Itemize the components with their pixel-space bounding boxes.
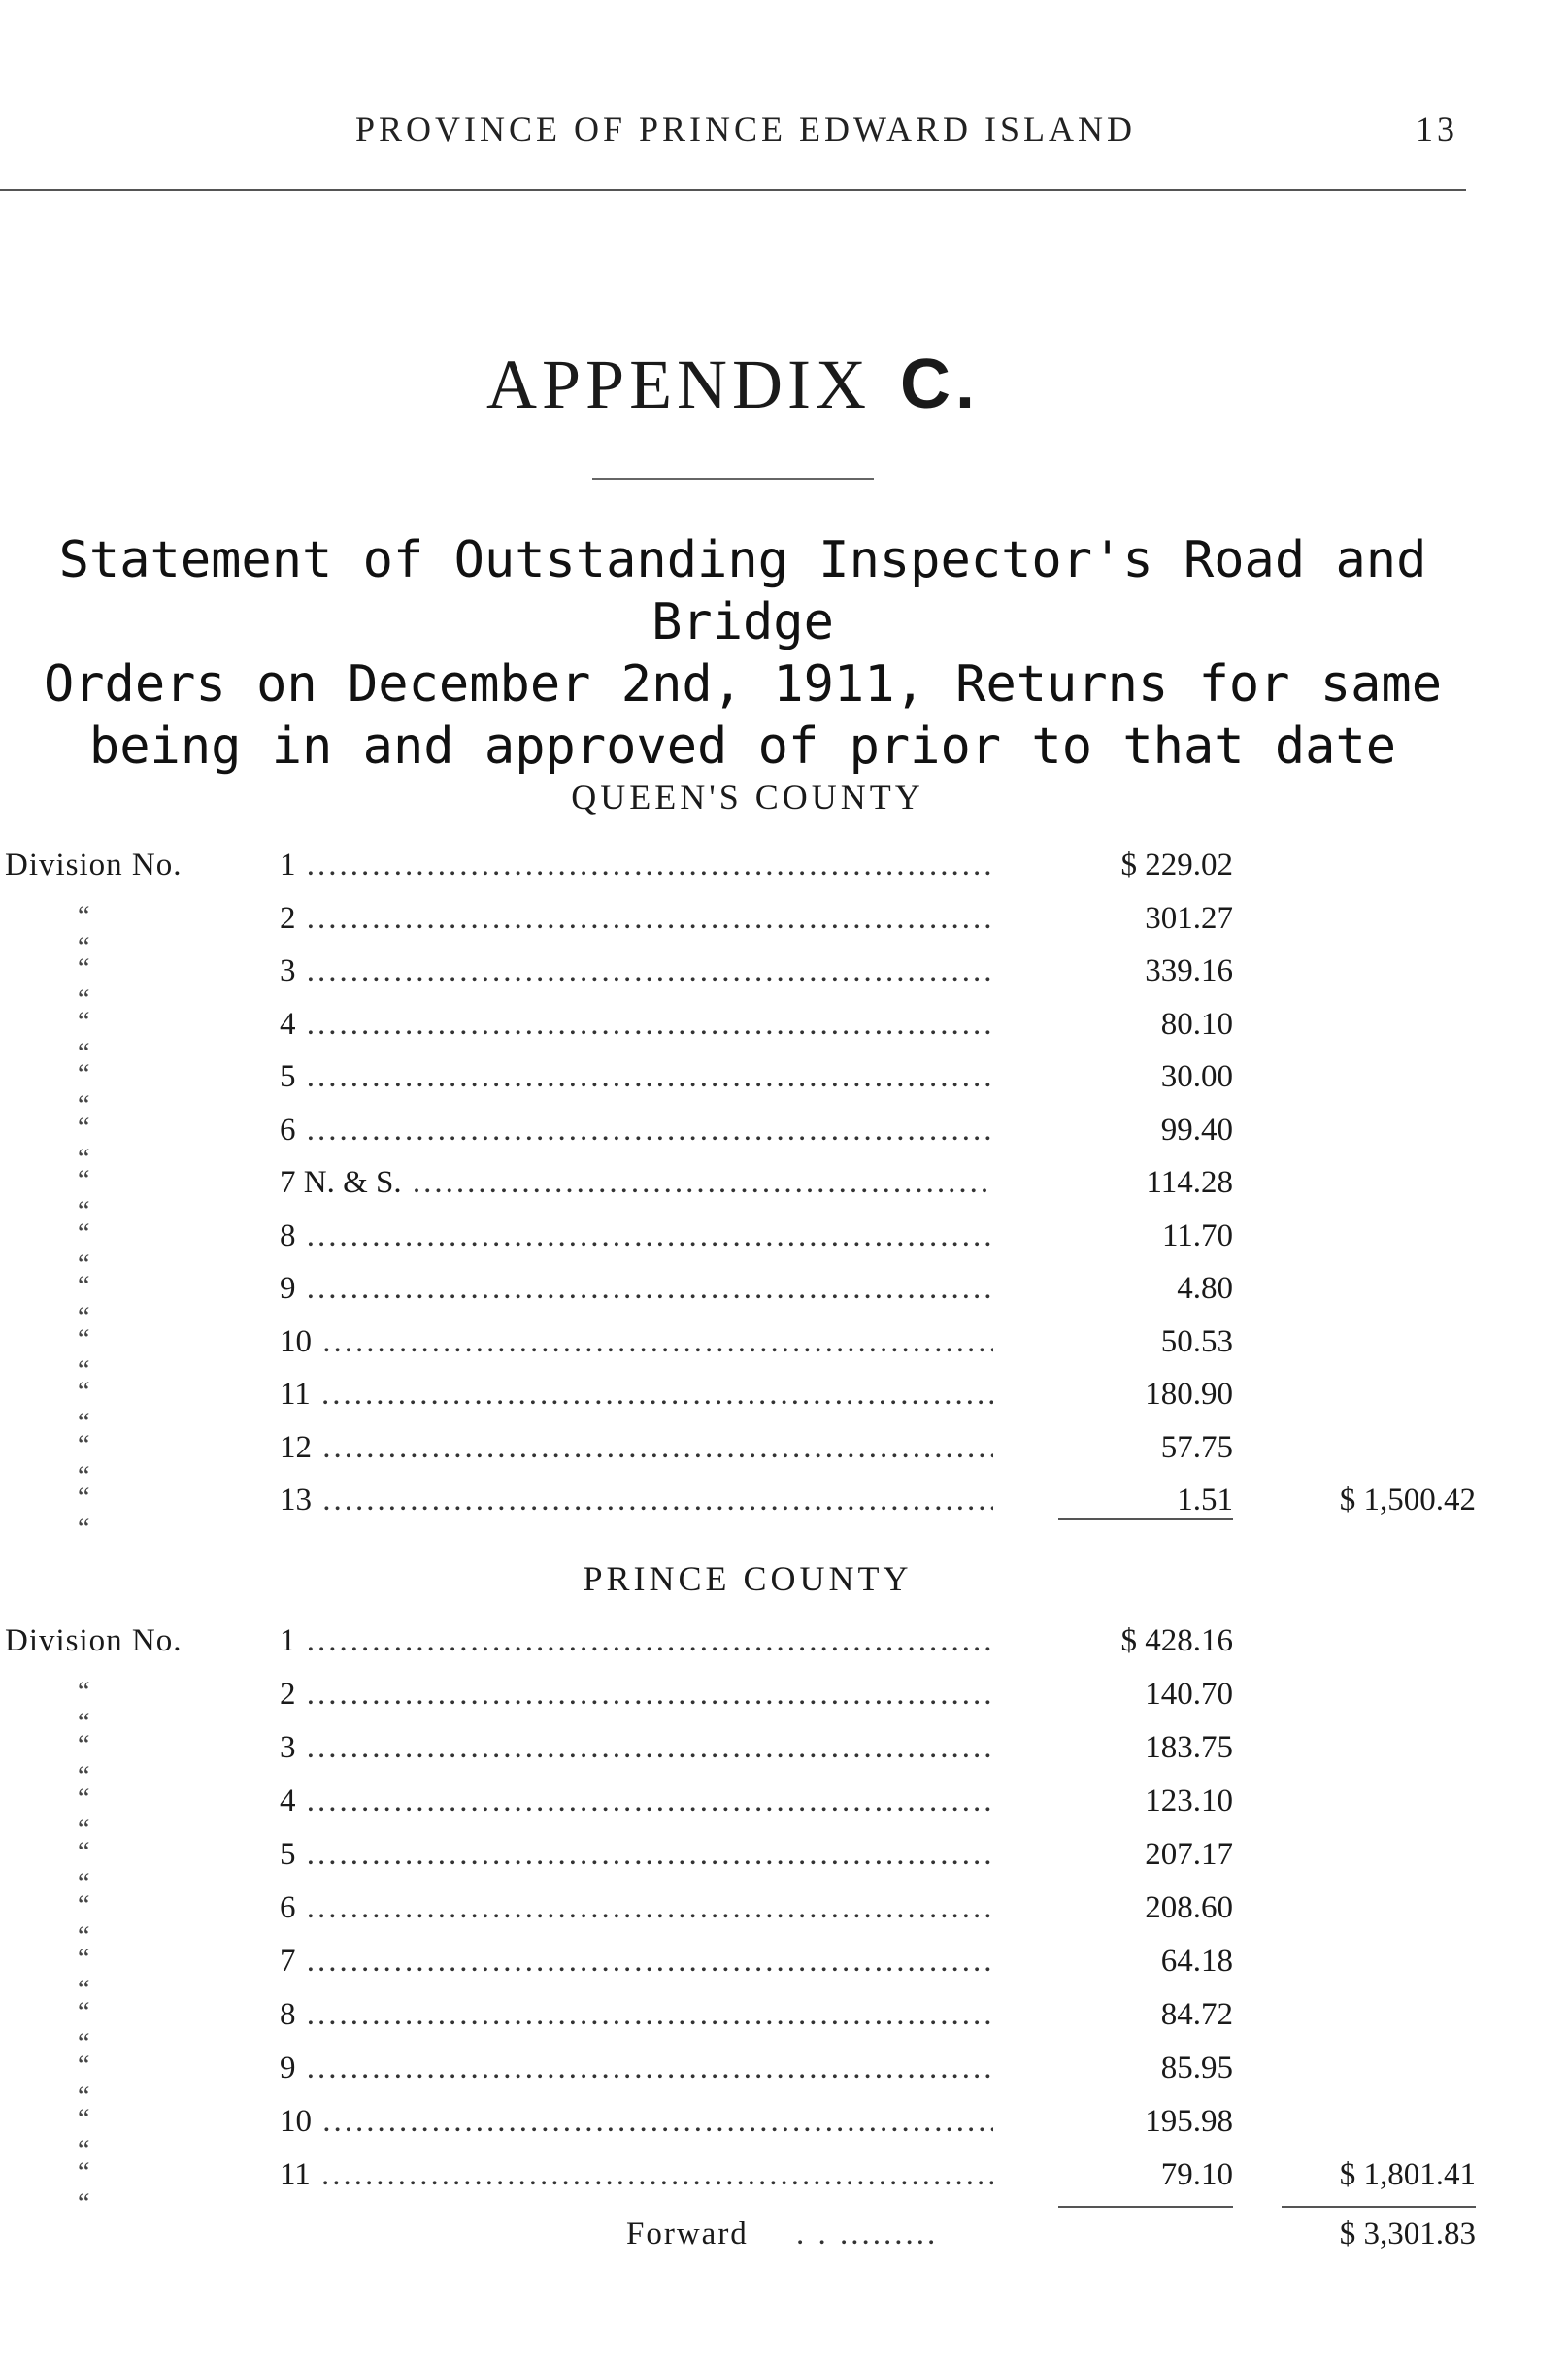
division-number: 5 ..... — [280, 1059, 993, 1095]
ditto-marks: “ “ — [78, 900, 129, 962]
table-row — [0, 1623, 1568, 1676]
division-number: 8 ..... — [280, 1218, 993, 1254]
table-row — [0, 1323, 1568, 1385]
division-amount: 64.18 — [1160, 1944, 1233, 1979]
division-amount: 180.90 — [1145, 1377, 1233, 1412]
division-number: 11 ..... — [280, 1377, 993, 1413]
table-row — [0, 1837, 1568, 1898]
ditto-marks: “ “ — [78, 1165, 129, 1226]
ditto-marks: “ “ — [78, 1677, 129, 1738]
prince-subtotal-rule — [1058, 2206, 1233, 2208]
division-number: 1 ..... — [280, 1623, 993, 1659]
table-row — [0, 1730, 1568, 1791]
division-amount: 140.70 — [1145, 1677, 1233, 1712]
division-number: 6 ..... — [280, 1113, 993, 1149]
division-number: 8 ..... — [280, 1997, 993, 2033]
division-label: Division No. — [5, 1623, 183, 1658]
division-amount: $ 229.02 — [1120, 848, 1233, 883]
division-amount: 85.95 — [1160, 2050, 1233, 2085]
ditto-marks: “ “ — [78, 1429, 129, 1491]
statement-line-3: being in and approved of prior to that date — [88, 717, 1397, 776]
ditto-marks: “ “ — [78, 2104, 129, 2165]
ditto-marks: “ “ — [78, 1112, 129, 1174]
queens-county-heading: QUEEN'S COUNTY — [571, 778, 924, 816]
division-amount: 80.10 — [1160, 1006, 1233, 1042]
table-row — [0, 1677, 1568, 1738]
division-number: 4 ..... — [280, 1007, 993, 1043]
forward-row — [0, 2216, 1568, 2269]
division-amount: 114.28 — [1146, 1165, 1233, 1200]
division-number: 7 ..... — [280, 1944, 993, 1980]
ditto-marks: “ “ — [78, 1377, 129, 1438]
division-amount: 183.75 — [1145, 1730, 1233, 1765]
total-rule — [1282, 2206, 1476, 2208]
appendix-letter: C. — [900, 346, 981, 423]
county-total: $ 1,801.41 — [1339, 2157, 1476, 2192]
division-amount: 4.80 — [1177, 1271, 1233, 1306]
running-head-title: PROVINCE OF PRINCE EDWARD ISLAND — [354, 110, 1137, 149]
table-row — [0, 2050, 1568, 2112]
appendix-heading — [0, 345, 1466, 425]
statement-title — [0, 529, 1485, 778]
division-amount: 195.98 — [1145, 2104, 1233, 2139]
division-number: 12 ..... — [280, 1430, 993, 1466]
table-row — [0, 1783, 1568, 1845]
ditto-marks: “ “ — [78, 1730, 129, 1791]
forward-label: Forward — [626, 2216, 749, 2251]
forward-dots: . . ......... — [796, 2216, 939, 2251]
page-number: 13 — [1416, 110, 1458, 149]
division-number: 13 ..... — [280, 1483, 993, 1518]
division-amount: 208.60 — [1145, 1890, 1233, 1925]
statement-line-1: Statement of Outstanding Inspector's Road and Bridge — [58, 531, 1427, 651]
ditto-marks: “ “ — [78, 2157, 129, 2218]
division-number: 9 ..... — [280, 1271, 993, 1307]
table-row — [0, 1006, 1568, 1068]
division-amount: 30.00 — [1160, 1059, 1233, 1094]
table-row — [0, 900, 1568, 962]
queens-subtotal-rule — [1058, 1518, 1233, 1520]
division-number: 7 N. & S. ..... — [280, 1165, 993, 1201]
header-rule — [0, 189, 1466, 191]
appendix-word: APPENDIX — [485, 346, 872, 423]
ditto-marks: “ “ — [78, 1783, 129, 1845]
ditto-marks: “ “ — [78, 1837, 129, 1898]
table-row — [0, 1944, 1568, 2005]
division-amount: 99.40 — [1160, 1112, 1233, 1148]
division-number: 3 ..... — [280, 1730, 993, 1766]
table-row — [0, 1217, 1568, 1280]
county-total: $ 1,500.42 — [1339, 1483, 1476, 1517]
table-row — [0, 1429, 1568, 1491]
division-number: 9 ..... — [280, 2050, 993, 2086]
table-row — [0, 1271, 1568, 1332]
division-amount: 11.70 — [1161, 1217, 1233, 1253]
division-number: 2 ..... — [280, 901, 993, 937]
division-amount: $ 428.16 — [1120, 1623, 1233, 1658]
ditto-marks: “ “ — [78, 1483, 129, 1544]
division-label: Division No. — [5, 848, 183, 883]
ditto-marks: “ “ — [78, 1997, 129, 2058]
table-row — [0, 1890, 1568, 1951]
table-row — [0, 1112, 1568, 1174]
division-amount: 57.75 — [1160, 1429, 1233, 1465]
statement-line-2: Orders on December 2nd, 1911, Returns for same — [43, 655, 1443, 714]
ditto-marks: “ “ — [78, 1944, 129, 2005]
table-row — [0, 1483, 1568, 1544]
table-row — [0, 953, 1568, 1015]
ditto-marks: “ “ — [78, 1271, 129, 1332]
division-number: 6 ..... — [280, 1890, 993, 1926]
ditto-marks: “ “ — [78, 1890, 129, 1951]
division-amount: 207.17 — [1145, 1837, 1233, 1872]
division-amount: 301.27 — [1145, 900, 1233, 936]
ditto-marks: “ “ — [78, 1059, 129, 1120]
forward-amount: $ 3,301.83 — [1339, 2216, 1476, 2251]
heading-rule — [592, 478, 874, 480]
division-amount: 1.51 — [1177, 1483, 1233, 1517]
table-row — [0, 2157, 1568, 2218]
division-number: 4 ..... — [280, 1783, 993, 1819]
ditto-marks: “ “ — [78, 953, 129, 1015]
division-number: 1 ..... — [280, 848, 993, 883]
table-row — [0, 1165, 1568, 1226]
division-number: 3 ..... — [280, 953, 993, 989]
table-row — [0, 848, 1568, 900]
table-row — [0, 1997, 1568, 2058]
division-amount: 79.10 — [1160, 2157, 1233, 2192]
division-amount: 84.72 — [1160, 1997, 1233, 2032]
table-row — [0, 1059, 1568, 1120]
division-number: 2 ..... — [280, 1677, 993, 1713]
ditto-marks: “ “ — [78, 1217, 129, 1280]
ditto-marks: “ “ — [78, 1323, 129, 1385]
ditto-marks: “ “ — [78, 2050, 129, 2112]
table-row — [0, 1377, 1568, 1438]
division-amount: 123.10 — [1145, 1783, 1233, 1818]
division-number: 11 ..... — [280, 2157, 993, 2193]
division-amount: 50.53 — [1160, 1323, 1233, 1359]
division-number: 5 ..... — [280, 1837, 993, 1873]
division-number: 10 ..... — [280, 1324, 993, 1360]
table-row — [0, 2104, 1568, 2165]
ditto-marks: “ “ — [78, 1006, 129, 1068]
division-amount: 339.16 — [1145, 953, 1233, 988]
division-number: 10 ..... — [280, 2104, 993, 2140]
prince-county-heading: PRINCE COUNTY — [583, 1559, 913, 1598]
